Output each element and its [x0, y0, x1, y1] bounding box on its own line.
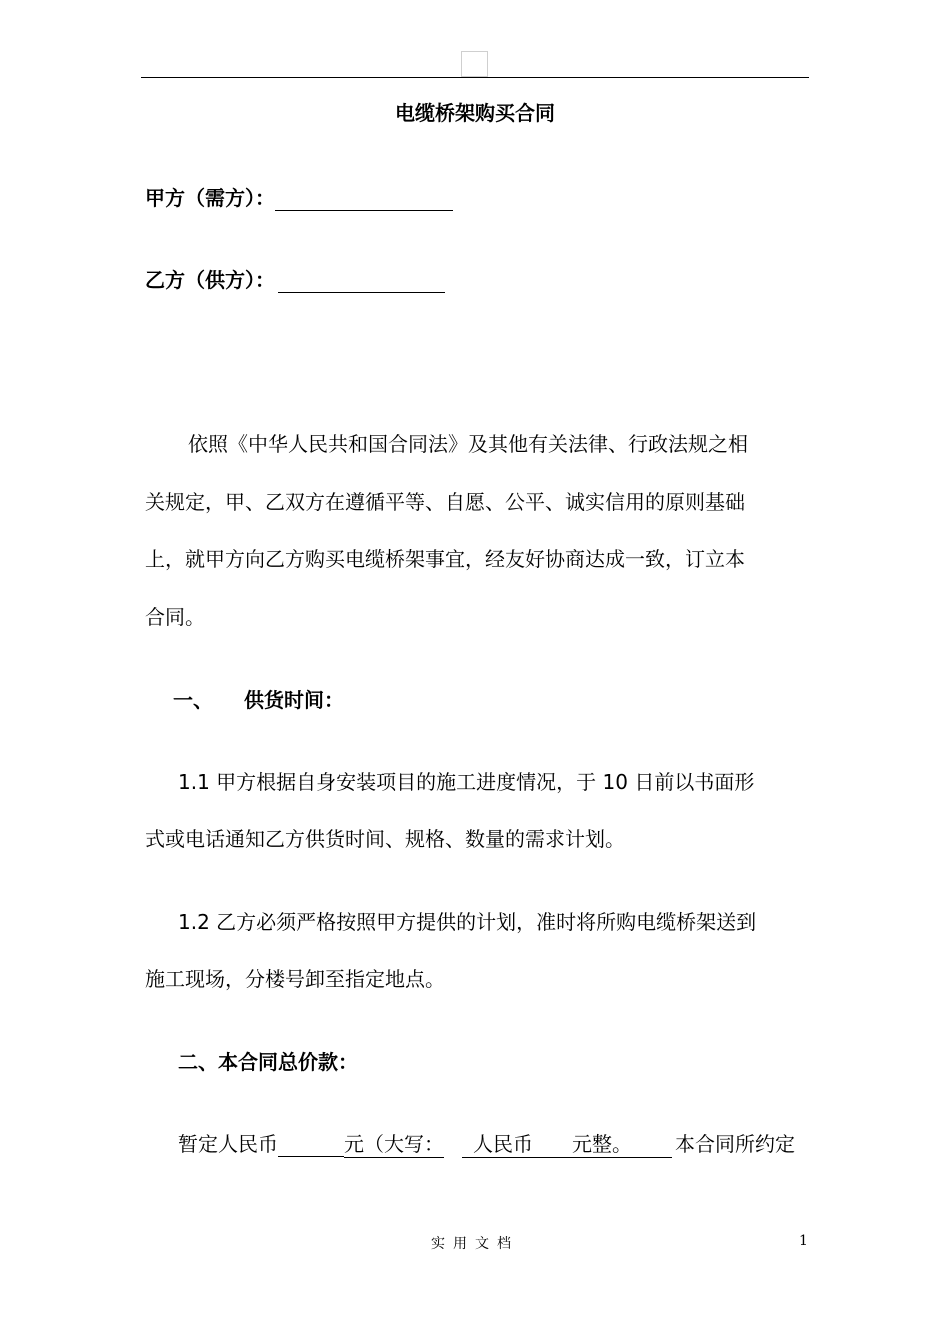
price-line: [178, 1128, 444, 1158]
price-unit: 元（大写：: [344, 1128, 444, 1158]
section2-title: 二、本合同总价款：: [178, 1050, 358, 1074]
clause-1-2-line-1: 1.2 乙方必须严格按照甲方提供的计划，准时将所购电缆桥架送到: [178, 910, 757, 934]
party-b-blank[interactable]: [278, 270, 445, 293]
price-continuation: 本合同所约定: [675, 1132, 795, 1156]
preamble-line-4: 合同。: [145, 605, 205, 629]
price-uppercase-line: [462, 1128, 672, 1158]
section1-number: 一、: [173, 688, 213, 712]
document-title: 电缆桥架购买合同: [395, 101, 555, 125]
party-b-label: 乙方（供方）：: [145, 268, 275, 292]
header-rule: [141, 77, 809, 78]
clause-1-1-line-2: 式或电话通知乙方供货时间、规格、数量的需求计划。: [145, 827, 625, 851]
footer-label: 实用文档: [431, 1236, 519, 1252]
preamble-line-3: 上，就甲方向乙方购买电缆桥架事宜，经友好协商达成一致，订立本: [145, 547, 745, 571]
party-a-label: 甲方（需方）：: [145, 186, 275, 210]
section1-title: 供货时间：: [244, 688, 344, 712]
party-a-blank[interactable]: [275, 188, 453, 211]
price-uppercase-prefix: 人民币: [473, 1132, 533, 1156]
price-amount-blank[interactable]: [278, 1132, 344, 1157]
header-box: [461, 51, 488, 77]
price-uppercase-blank[interactable]: [462, 1128, 672, 1158]
clause-1-1-line-1: 1.1 甲方根据自身安装项目的施工进度情况，于 10 日前以书面形: [178, 770, 755, 794]
price-prefix: 暂定人民币: [178, 1132, 278, 1156]
preamble-line-2: 关规定，甲、乙双方在遵循平等、自愿、公平、诚实信用的原则基础: [145, 490, 745, 514]
price-uppercase-suffix: 元整。: [572, 1132, 632, 1156]
party-b-line: [145, 264, 445, 293]
page-number: 1: [799, 1233, 808, 1249]
clause-1-2-line-2: 施工现场，分楼号卸至指定地点。: [145, 967, 445, 991]
party-a-line: [145, 182, 453, 211]
preamble-line-1: 依照《中华人民共和国合同法》及其他有关法律、行政法规之相: [188, 432, 748, 456]
